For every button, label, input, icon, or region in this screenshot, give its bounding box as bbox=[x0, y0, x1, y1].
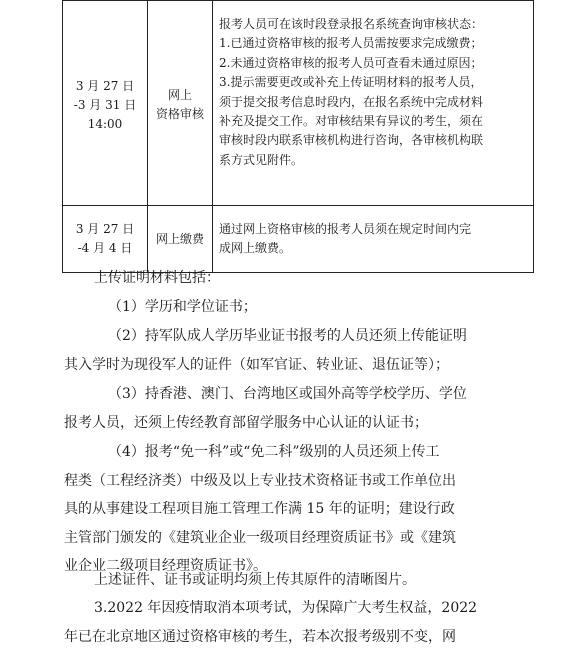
paragraph-line: 3.2022 年因疫情取消本项考试，为保障广大考生权益，2022 bbox=[94, 600, 478, 616]
paragraph-line: 业企业二级项目经理资质证书》。 bbox=[64, 558, 267, 575]
list-item-2 bbox=[64, 322, 520, 379]
schedule-table bbox=[62, 0, 534, 273]
paragraph-line: （3）持香港、澳门、台湾地区或国外高等学校学历、学位 bbox=[108, 386, 467, 402]
note-paragraph bbox=[94, 566, 550, 595]
date-cell bbox=[63, 1, 148, 206]
paragraph-line: 报考人员，还须上传经教育部留学服务中心认证的认证书； bbox=[64, 414, 428, 431]
description-cell bbox=[213, 1, 534, 206]
date-line: 14:00 bbox=[87, 116, 123, 131]
paragraph-line: （4）报考“免一科”或“免二科”级别的人员还须上传工 bbox=[108, 444, 440, 460]
desc-line: 须于提交报考信息时段内，在报名系统中完成材料 bbox=[219, 94, 484, 109]
desc-line: 1.已通过资格审核的报考人员需按要求完成缴费； bbox=[219, 36, 483, 51]
item-cell bbox=[148, 206, 213, 273]
list-item-1 bbox=[108, 293, 564, 322]
table-row bbox=[63, 1, 534, 206]
desc-line: 补充及提交工作。对审核结果有异议的考生，须在 bbox=[219, 114, 484, 129]
desc-line: 系方式见附件。 bbox=[219, 152, 304, 167]
intro-paragraph bbox=[94, 264, 550, 293]
item-line: 网上 bbox=[167, 88, 192, 102]
desc-line: 3.提示需要更改或补充上传证明材料的报考人员， bbox=[219, 75, 483, 90]
item-line: 网上缴费 bbox=[155, 231, 204, 246]
desc-line: 2.未通过资格审核的报考人员可查看未通过原因； bbox=[219, 55, 483, 70]
paragraph-line: 上传证明材料包括： bbox=[94, 270, 220, 286]
list-item-4 bbox=[64, 438, 520, 581]
desc-line: 通过网上资格审核的报考人员须在规定时间内完 bbox=[219, 221, 472, 236]
desc-line: 报考人员可在该时段登录报名系统查询审核状态： bbox=[219, 17, 484, 31]
paragraph-3 bbox=[64, 594, 520, 651]
description-cell bbox=[213, 206, 534, 273]
paragraph-line: 上述证件、证书或证明均须上传其原件的清晰图片。 bbox=[94, 572, 416, 588]
date-line: 3 月 27 日 bbox=[75, 78, 135, 93]
paragraph-line: 年已在北京地区通过资格审核的考生，若本次报考级别不变，网 bbox=[64, 628, 456, 645]
table-row bbox=[63, 206, 534, 273]
paragraph-line: （1）学历和学位证书； bbox=[108, 299, 257, 315]
paragraph-line: 主管部门颁发的《建筑业企业一级项目经理资质证书》或《建筑 bbox=[64, 529, 456, 546]
date-line: 3 月 27 日 bbox=[75, 222, 135, 236]
date-cell bbox=[63, 206, 148, 273]
item-line: 资格审核 bbox=[155, 107, 204, 121]
item-cell bbox=[148, 1, 213, 206]
list-item-3 bbox=[64, 380, 520, 437]
paragraph-line: 具的从事建设工程项目施工管理工作满 15 年的证明；建设行政 bbox=[64, 501, 455, 518]
date-line: -4 月 4 日 bbox=[77, 241, 133, 255]
paragraph-line: （2）持军队成人学历毕业证书报考的人员还须上传能证明 bbox=[108, 328, 467, 344]
date-line: -3 月 31 日 bbox=[73, 97, 137, 112]
desc-line: 成网上缴费。 bbox=[219, 241, 292, 255]
paragraph-line: 程类（工程经济类）中级及以上专业技术资格证书或工作单位出 bbox=[64, 472, 456, 489]
desc-line: 审核时段内联系审核机构进行咨询，各审核机构联 bbox=[219, 133, 484, 148]
paragraph-line: 其入学时为现役军人的证件（如军官证、转业证、退伍证等）； bbox=[64, 356, 449, 373]
